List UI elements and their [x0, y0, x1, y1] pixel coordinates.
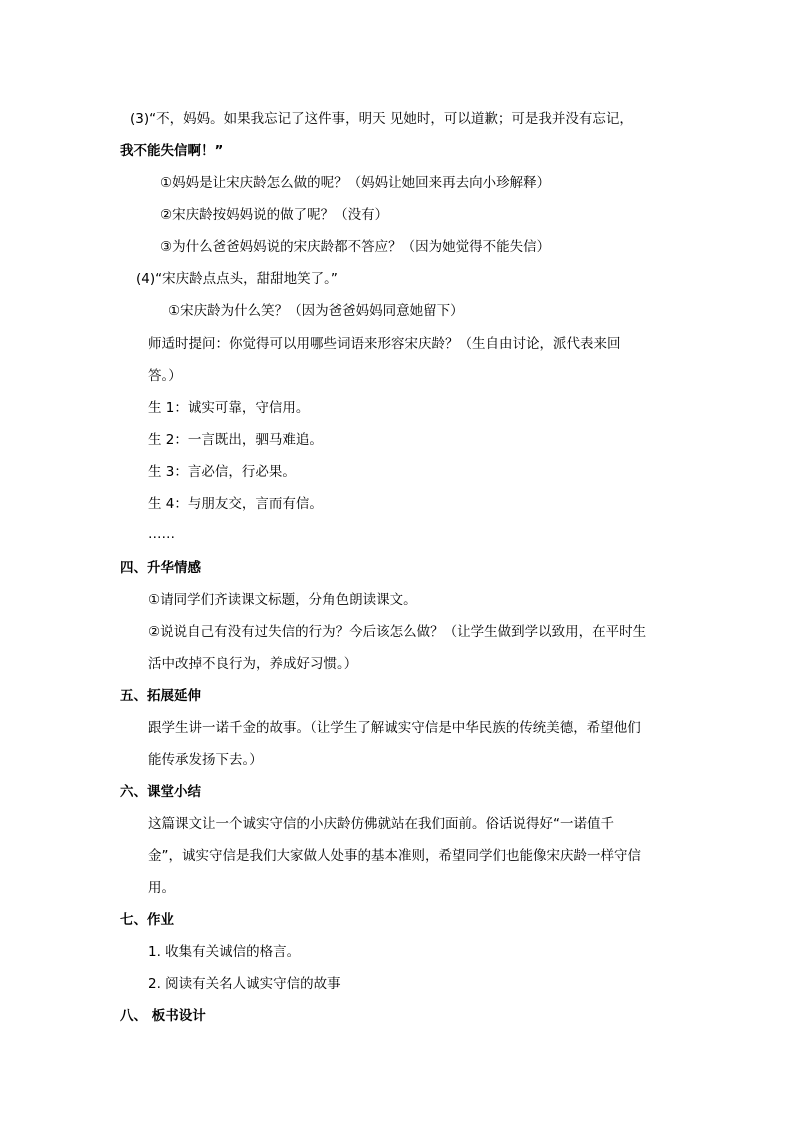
s3-question-2: ②宋庆龄按妈妈说的做了呢？（没有）	[160, 207, 389, 223]
s3-quote-line1: (3)“不，妈妈。如果我忘记了这件事，明天 见她时，可以道歉；可是我并没有忘记，	[130, 111, 633, 127]
s4-quote: (4)“宋庆龄点点头，甜甜地笑了。”	[136, 271, 338, 287]
s3-question-1: ①妈妈是让宋庆龄怎么做的呢？（妈妈让她回来再去向小珍解释）	[160, 175, 551, 191]
heading-7: 七、作业	[120, 912, 174, 928]
s4-question-1: ①宋庆龄为什么笑？（因为爸爸妈妈同意她留下）	[168, 303, 464, 319]
heading-4: 四、升华情感	[120, 560, 201, 576]
heading-8: 八、 板书设计	[120, 1008, 206, 1024]
s3-question-3: ③为什么爸爸妈妈说的宋庆龄都不答应？（因为她觉得不能失信）	[160, 239, 551, 255]
h4-item-1: ①请同学们齐读课文标题，分角色朗读课文。	[148, 592, 417, 608]
h5-line2: 能传承发扬下去。）	[148, 752, 263, 768]
student-ellipsis: ……	[148, 526, 175, 542]
s3-quote-line2: 我不能失信啊！”	[120, 143, 224, 159]
h6-line3: 用。	[148, 880, 175, 896]
student-answer-4: 生 4：与朋友交，言而有信。	[148, 496, 323, 512]
student-answer-3: 生 3：言必信，行必果。	[148, 464, 296, 480]
h7-item-2: 2. 阅读有关名人诚实守信的故事	[148, 976, 341, 992]
h5-line1: 跟学生讲一诺千金的故事。（让学生了解诚实守信是中华民族的传统美德，希望他们	[148, 720, 641, 736]
teacher-question-line2: 答。）	[148, 368, 182, 384]
h7-item-1: 1. 收集有关诚信的格言。	[148, 944, 301, 960]
h6-line1: 这篇课文让一个诚实守信的小庆龄仿佛就站在我们面前。俗话说得好“一诺值千	[148, 816, 614, 832]
h6-line2: 金”，诚实守信是我们大家做人处事的基本准则，希望同学们也能像宋庆龄一样守信	[148, 848, 641, 864]
heading-5: 五、拓展延伸	[120, 688, 201, 704]
student-answer-2: 生 2：一言既出，驷马难追。	[148, 432, 323, 448]
h4-item-2-line1: ②说说自己有没有过失信的行为？今后该怎么做？（让学生做到学以致用，在平时生	[148, 624, 647, 640]
h4-item-2-line2: 活中改掉不良行为，养成好习惯。）	[148, 656, 358, 672]
teacher-question-line1: 师适时提问：你觉得可以用哪些词语来形容宋庆龄？（生自由讨论，派代表来回	[148, 336, 621, 352]
heading-6: 六、课堂小结	[120, 784, 201, 800]
student-answer-1: 生 1：诚实可靠，守信用。	[148, 400, 310, 416]
